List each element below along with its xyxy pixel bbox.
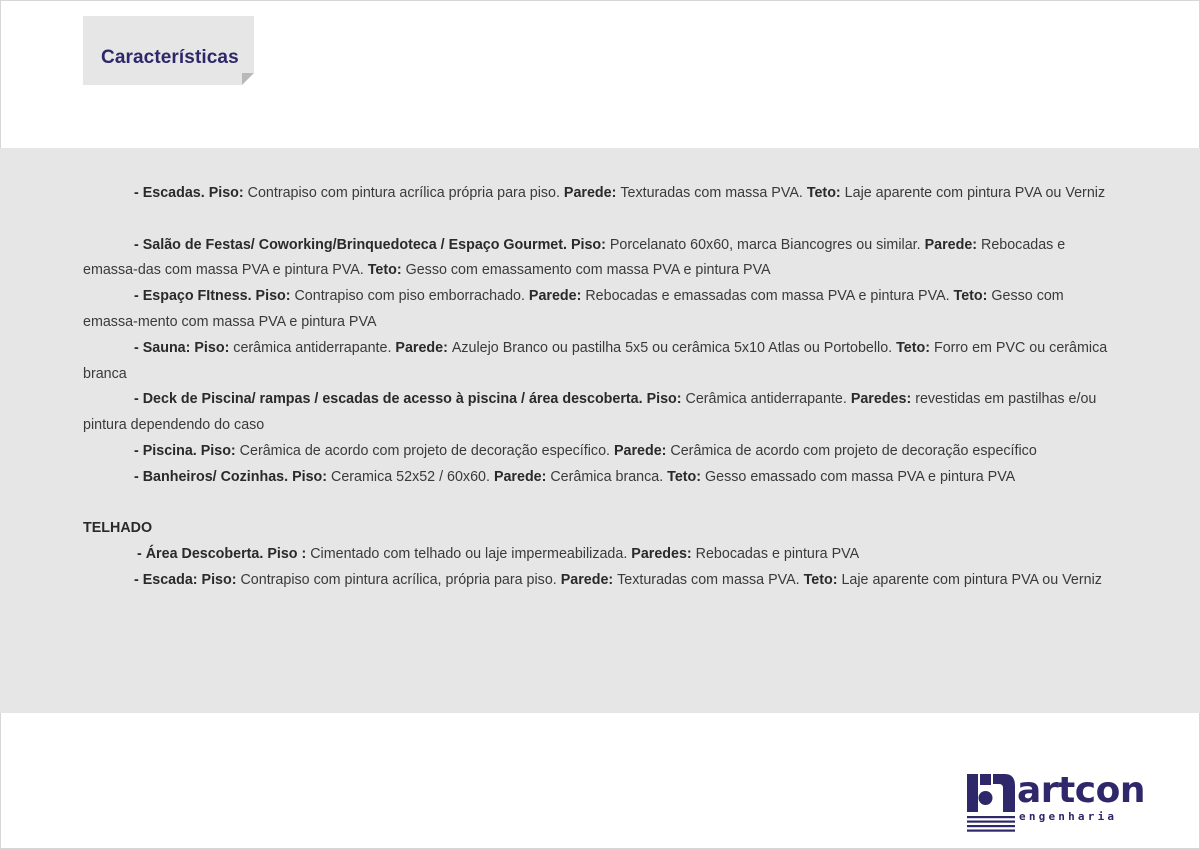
list-item [83, 336, 1113, 388]
list-item [83, 542, 1113, 568]
bold-label: Parede: [563, 185, 621, 201]
description-text: Rebocadas e emassa-das com massa PVA e pintura PVA. [83, 236, 1066, 279]
description-text: Texturadas com massa PVA. [620, 185, 807, 201]
description-text: Contrapiso com pintura acrílica própria para piso. [247, 185, 564, 201]
description-text: Gesso com emassa-mento com massa PVA e pintura PVA [83, 288, 1064, 330]
bold-label: Parede: [924, 236, 981, 253]
bold-label: Paredes: [850, 391, 916, 408]
description-text: Gesso com emassamento com massa PVA e pintura PVA [405, 262, 771, 279]
bold-label: Teto: [803, 571, 842, 588]
description-text: Contrapiso com piso emborrachado. [294, 288, 529, 305]
description-text: Forro em PVC ou cerâmica branca [83, 339, 1108, 382]
characteristics-list [83, 181, 1113, 594]
description-text: Cerâmica de acordo com projeto de decoração específico. [239, 442, 614, 459]
artcon-logo-mark-icon [965, 772, 1017, 834]
bold-label: - Escadas. Piso: [134, 185, 248, 201]
description-text: Rebocadas e pintura PVA [695, 546, 860, 563]
bold-label: - Salão de Festas/ Coworking/Brinquedoteca / Espaço Gourmet. Piso: [134, 236, 610, 253]
bold-label: - Sauna: Piso: [134, 339, 234, 356]
bold-label: Parede: [560, 571, 618, 588]
page-fold-cover [242, 73, 254, 85]
bold-label: Paredes: [631, 546, 696, 563]
description-text: cerâmica antiderrapante. [233, 339, 396, 356]
bold-label: Teto: [667, 468, 706, 485]
bold-label: Parede: [493, 468, 551, 485]
bold-label: Teto: [953, 288, 992, 305]
bold-label: - Deck de Piscina/ rampas / escadas de acesso à piscina / área descoberta. Piso: [134, 391, 686, 408]
description-text: Ceramica 52x52 / 60x60. [331, 468, 494, 485]
bold-label: - Escada: Piso: [134, 571, 241, 588]
list-item [83, 387, 1113, 439]
logo-wordmark: artcon [1017, 770, 1145, 811]
description-text: Cimentado com telhado ou laje impermeabilizada. [310, 546, 632, 563]
description-text: Porcelanato 60x60, marca Biancogres ou similar. [609, 236, 925, 253]
bold-label: - Área Descoberta. Piso : [137, 546, 311, 563]
list-item [83, 465, 1113, 491]
description-text: Contrapiso com pintura acrílica, própria para piso. [240, 571, 561, 588]
description-text: Laje aparente com pintura PVA ou Verniz [841, 571, 1102, 588]
description-text: Texturadas com massa PVA. [617, 571, 804, 588]
bold-label: - Banheiros/ Cozinhas. Piso: [134, 468, 332, 485]
list-item [83, 284, 1113, 336]
bold-label: Parede: [528, 288, 586, 305]
list-item [83, 439, 1113, 465]
description-text: Cerâmica antiderrapante. [685, 391, 851, 408]
bold-label: Teto: [806, 185, 845, 201]
artcon-logo [965, 772, 1155, 836]
section-heading-telhado: TELHADO [83, 520, 153, 537]
bold-label: - Espaço FItness. Piso: [134, 288, 295, 305]
list-item [83, 233, 1113, 285]
section-title-tab [83, 16, 254, 85]
bold-label: Parede: [395, 339, 452, 356]
bold-label: Teto: [896, 339, 934, 356]
bold-label: Parede: [613, 442, 671, 459]
description-text: revestidas em pastilhas e/ou pintura dependendo do caso [83, 391, 1097, 434]
description-text: Azulejo Branco ou pastilha 5x5 ou cerâmica 5x10 Atlas ou Portobello. [451, 339, 897, 356]
bold-label: - Piscina. Piso: [134, 442, 240, 459]
description-text: Gesso emassado com massa PVA e pintura PVA [705, 468, 1016, 485]
spacer [83, 491, 1113, 517]
description-text: Laje aparente com pintura PVA ou Verniz [844, 185, 1106, 201]
bold-label: Teto: [367, 262, 406, 279]
list-item [83, 181, 1113, 207]
logo-subtitle: engenharia [1019, 810, 1118, 823]
description-text: Cerâmica branca. [550, 468, 668, 485]
description-text: Rebocadas e emassadas com massa PVA e pintura PVA. [585, 288, 954, 305]
page-title: Características [101, 47, 239, 68]
list-item [83, 568, 1113, 594]
description-text: Cerâmica de acordo com projeto de decoração específico [670, 442, 1037, 459]
spacer [83, 207, 1113, 233]
